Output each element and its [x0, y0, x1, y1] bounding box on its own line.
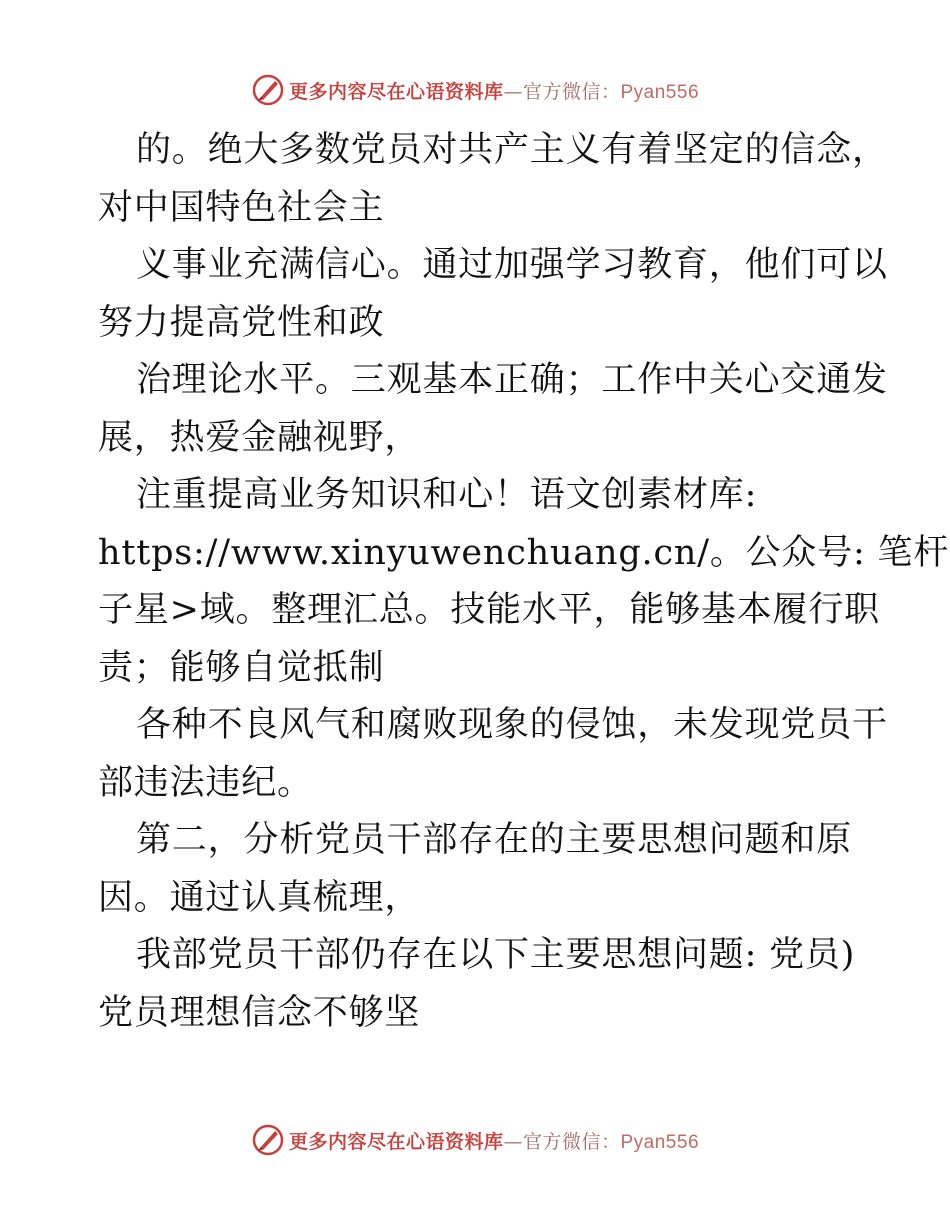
text-line: 对中国特色社会主	[98, 187, 385, 228]
text-line: 注重提高业务知识和心！语文创素材库:	[136, 475, 758, 515]
text-line: 第二，分析党员干部存在的主要思想问题和原	[136, 820, 853, 860]
text-line: 因。通过认真梳理，	[98, 877, 421, 918]
quill-pen-logo-icon	[251, 73, 285, 107]
text-line: https://www.xinyuwenchuang.cn/。公众号: 笔杆	[98, 532, 950, 573]
header-watermark	[0, 70, 950, 110]
watermark-main: 更多内容尽在心语资料库	[288, 80, 504, 103]
document-body	[98, 122, 950, 1042]
watermark-wechat: Pyan556	[620, 1131, 700, 1153]
footer-watermark	[0, 1120, 950, 1160]
text-line: 义事业充满信心。通过加强学习教育，他们可以	[136, 245, 888, 285]
watermark-text	[289, 77, 699, 104]
text-line: 部违法违纪。	[98, 762, 313, 803]
watermark-separator: —	[503, 80, 523, 103]
watermark-sub: 官方微信：	[522, 80, 621, 103]
text-line: 展，热爱金融视野，	[98, 417, 421, 458]
text-line: 子星>域。整理汇总。技能水平，能够基本履行职	[98, 590, 880, 630]
watermark-text	[289, 1127, 699, 1154]
text-line: 治理论水平。三观基本正确；工作中关心交通发	[136, 360, 888, 400]
quill-pen-logo-icon	[251, 1123, 285, 1157]
text-line: 责；能够自觉抵制	[98, 647, 385, 688]
watermark-wechat: Pyan556	[620, 81, 700, 103]
watermark-sub: 官方微信：	[522, 1130, 621, 1153]
text-line: 各种不良风气和腐败现象的侵蚀，未发现党员干	[136, 705, 888, 745]
text-line: 努力提高党性和政	[98, 302, 385, 343]
text-line: 党员理想信念不够坚	[98, 992, 421, 1033]
watermark-separator: —	[503, 1130, 523, 1153]
text-line: 我部党员干部仍存在以下主要思想问题: 党员)	[136, 935, 856, 975]
text-line: 的。绝大多数党员对共产主义有着坚定的信念，	[136, 130, 888, 170]
watermark-main: 更多内容尽在心语资料库	[288, 1130, 504, 1153]
